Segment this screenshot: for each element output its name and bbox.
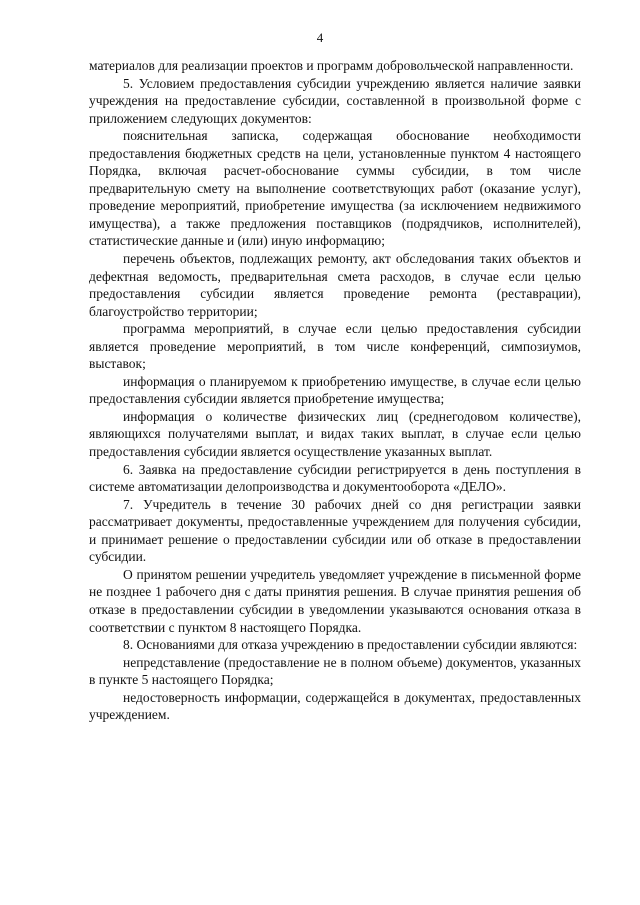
paragraph-repair-objects: перечень объектов, подлежащих ремонту, акт обследования таких объектов и дефектная ведомость, предварительная смета расходов, в случае если целью предоставления субсидии является проведение ремонта (реставрации), благоустройство территории;	[89, 251, 581, 319]
page-number: 4	[316, 30, 324, 45]
paragraph-explanatory-note: пояснительная записка, содержащая обоснование необходимости предоставления бюджетных средств на цели, установленные пунктом 4 настоящего Порядка, включая расчет-обоснование суммы субсидии, в том числе предварительную смету на выполнение соответствующих работ (оказание услуг), проведение мероприятий, приобретение имущества (за исключением недвижимого имущества), а также предложения поставщиков (подрядчиков, исполнителей), статистические данные и (или) иную информацию;	[89, 128, 581, 249]
paragraph-events-program: программа мероприятий, в случае если целью предоставления субсидии является проведение мероприятий, в том числе конференций, симпозиумов, выставок;	[89, 321, 581, 372]
paragraph-refusal-ground-2: недостоверность информации, содержащейся в документах, предоставленных учреждением.	[89, 689, 581, 723]
paragraph-continuation: материалов для реализации проектов и программ добровольческой направленности.	[89, 58, 574, 73]
paragraph-clause-8: 8. Основаниями для отказа учреждению в предоставлении субсидии являются:	[123, 637, 578, 653]
paragraph-property-info: информация о планируемом к приобретению имуществе, в случае если целью предоставления субсидии является приобретение имущества;	[89, 373, 581, 407]
paragraph-clause-7: 7. Учредитель в течение 30 рабочих дней со дня регистрации заявки рассматривает документы, предоставленные учреждением для получения субсидии, и принимает решение о предоставлении субсидии или об отказе в предоставлении субсидии.	[89, 496, 581, 565]
paragraph-decision-notice: О принятом решении учредитель уведомляет учреждение в письменной форме не позднее 1 рабочего дня с даты принятия решения. В случае принятия решения об отказе в предоставлении субсидии в уведомлении указываются основания отказа в соответствии с пунктом 8 настоящего Порядка.	[89, 566, 581, 635]
paragraph-clause-6: 6. Заявка на предоставление субсидии регистрируется в день поступления в системе автоматизации делопроизводства и документооборота «ДЕЛО».	[89, 461, 581, 495]
paragraph-clause-5: 5. Условием предоставления субсидии учреждению является наличие заявки учреждения на предоставление субсидии, составленной в произвольной форме с приложением следующих документов:	[89, 75, 581, 126]
document-body	[89, 57, 581, 724]
paragraph-payments-info: информация о количестве физических лиц (среднегодовом количестве), являющихся получателями выплат, и видах таких выплат, в случае если целью предоставления субсидии является осуществление указанных выплат.	[89, 408, 581, 460]
paragraph-refusal-ground-1: непредставление (предоставление не в полном объеме) документов, указанных в пункте 5 настоящего Порядка;	[89, 654, 581, 688]
